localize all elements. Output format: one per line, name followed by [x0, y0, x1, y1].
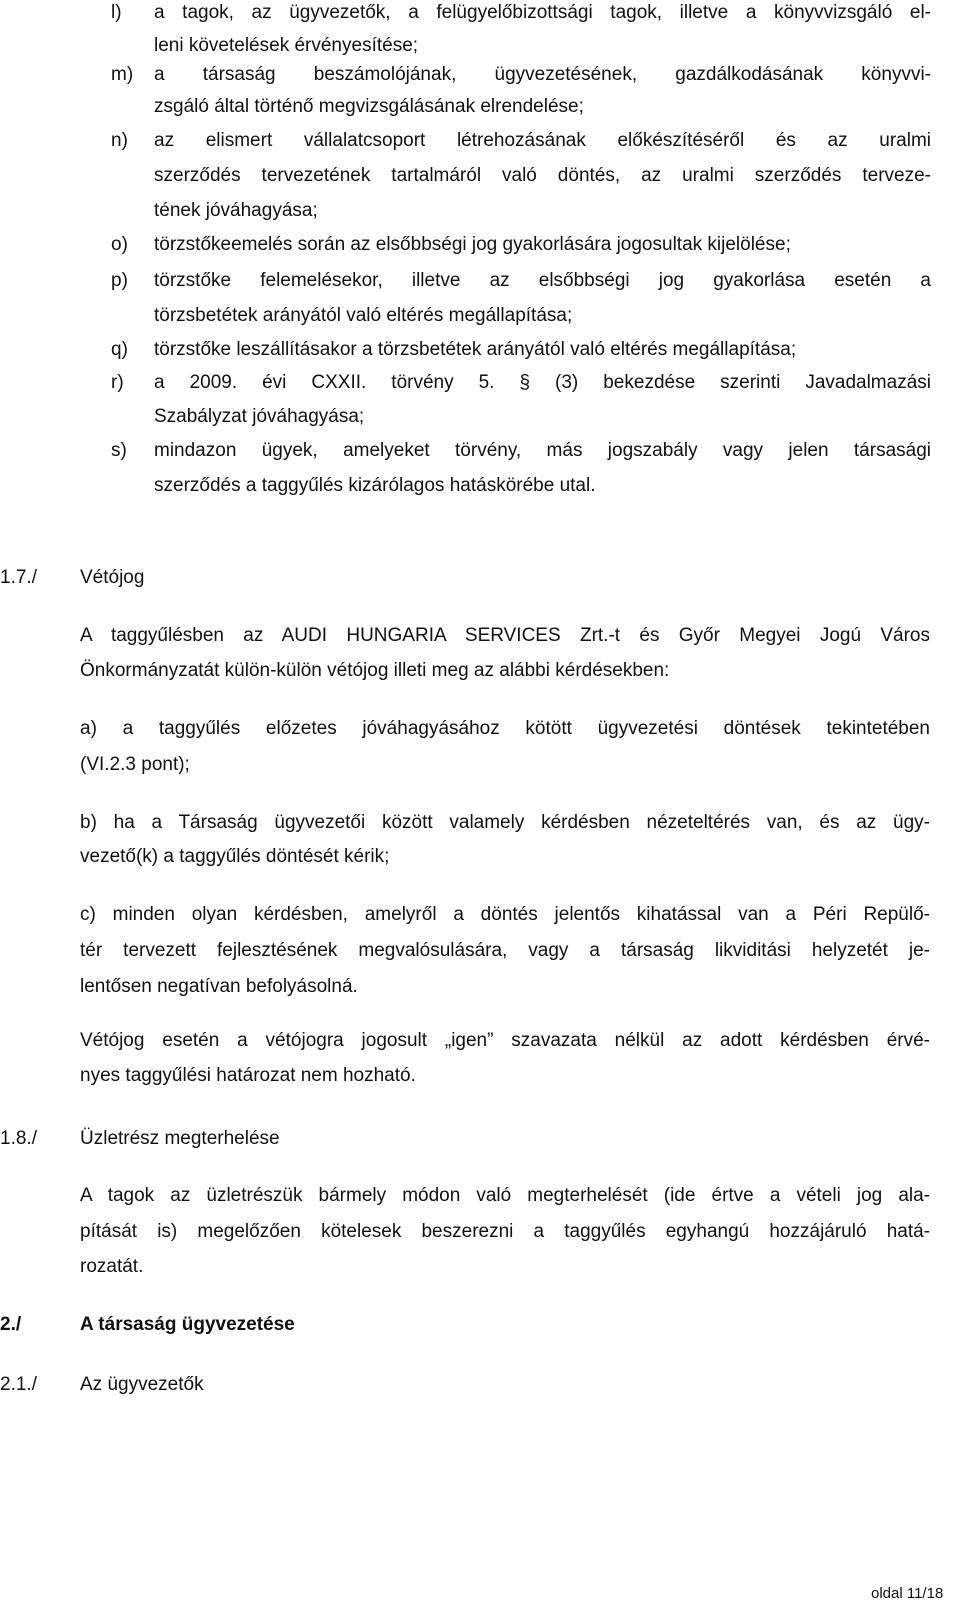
list-line: szerződés a taggyűlés kizárólagos hatáskörébe utal. — [154, 475, 596, 496]
list-label: n) — [111, 130, 128, 151]
paragraph-line: A taggyűlésben az AUDI HUNGARIA SERVICES Zrt.-t és Győr Megyei Jogú Város — [80, 625, 930, 646]
list-line: a társaság beszámolójának, ügyvezetésének, gazdálkodásának könyvvi- — [154, 64, 931, 85]
list-line: Szabályzat jóváhagyása; — [154, 406, 365, 427]
paragraph-line: Önkormányzatát külön-külön vétójog illeti meg az alábbi kérdésekben: — [80, 660, 670, 681]
list-line: törzstőke leszállításakor a törzsbetétek arányától való eltérés megállapítása; — [154, 339, 797, 360]
paragraph-line: lentősen negatívan befolyásolná. — [80, 976, 358, 997]
list-label: p) — [111, 270, 128, 291]
paragraph-line: c) minden olyan kérdésben, amelyről a döntés jelentős kihatással van a Péri Repülő- — [80, 904, 930, 925]
list-line: az elismert vállalatcsoport létrehozásának előkészítéséről és az uralmi — [154, 130, 931, 151]
paragraph-line: vezető(k) a taggyűlés döntését kérik; — [80, 846, 390, 867]
list-line: a tagok, az ügyvezetők, a felügyelőbizottsági tagok, illetve a könyvvizsgáló el- — [154, 2, 931, 23]
list-line: törzstőke felemelésekor, illetve az elsőbbségi jog gyakorlása esetén a — [154, 270, 931, 291]
section-number: 1.7./ — [0, 567, 37, 588]
list-line: szerződés tervezetének tartalmáról való döntés, az uralmi szerződés terveze- — [154, 165, 931, 186]
list-label: q) — [111, 339, 128, 360]
section-title: Üzletrész megterhelése — [80, 1128, 280, 1149]
paragraph-line: tér tervezett fejlesztésének megvalósulására, vagy a társaság likviditási helyzetét je- — [80, 940, 930, 961]
list-line: leni követelések érvényesítése; — [154, 35, 419, 56]
paragraph-line: b) ha a Társaság ügyvezetői között valamely kérdésben nézeteltérés van, és az ügy- — [80, 812, 930, 833]
section-number: 2./ — [0, 1314, 22, 1335]
list-line: zsgáló által történő megvizsgálásának elrendelése; — [154, 96, 584, 117]
paragraph-line: pítását is) megelőzően kötelesek beszerezni a taggyűlés egyhangú hozzájáruló hatá- — [80, 1221, 930, 1242]
section-number: 1.8./ — [0, 1128, 37, 1149]
list-line: mindazon ügyek, amelyeket törvény, más jogszabály vagy jelen társasági — [154, 440, 931, 461]
list-label: s) — [111, 440, 127, 461]
section-title: Vétójog — [80, 567, 145, 588]
list-line: törzsbetétek arányától való eltérés megállapítása; — [154, 305, 573, 326]
page-number: oldal 11/18 — [871, 1585, 944, 1602]
list-label: o) — [111, 234, 128, 255]
list-line: a 2009. évi CXXII. törvény 5. § (3) bekezdése szerinti Javadalmazási — [154, 372, 931, 393]
paragraph-line: A tagok az üzletrészük bármely módon való megterhelését (ide értve a vételi jog ala- — [80, 1185, 930, 1206]
paragraph-line: Vétójog esetén a vétójogra jogosult „igen” szavazata nélkül az adott kérdésben érvé- — [80, 1030, 930, 1051]
paragraph-line: (VI.2.3 pont); — [80, 754, 190, 775]
paragraph-line: nyes taggyűlési határozat nem hozható. — [80, 1065, 416, 1086]
paragraph-line: rozatát. — [80, 1256, 144, 1277]
list-label: m) — [111, 64, 134, 85]
paragraph-line: a) a taggyűlés előzetes jóváhagyásához kötött ügyvezetési döntések tekintetében — [80, 718, 930, 739]
list-line: tének jóváhagyása; — [154, 200, 318, 221]
list-line: törzstőkeemelés során az elsőbbségi jog gyakorlására jogosultak kijelölése; — [154, 234, 791, 255]
section-number: 2.1./ — [0, 1374, 37, 1395]
list-label: r) — [111, 372, 124, 393]
section-title: A társaság ügyvezetése — [80, 1314, 295, 1335]
section-title: Az ügyvezetők — [80, 1374, 204, 1395]
list-label: l) — [111, 2, 122, 23]
